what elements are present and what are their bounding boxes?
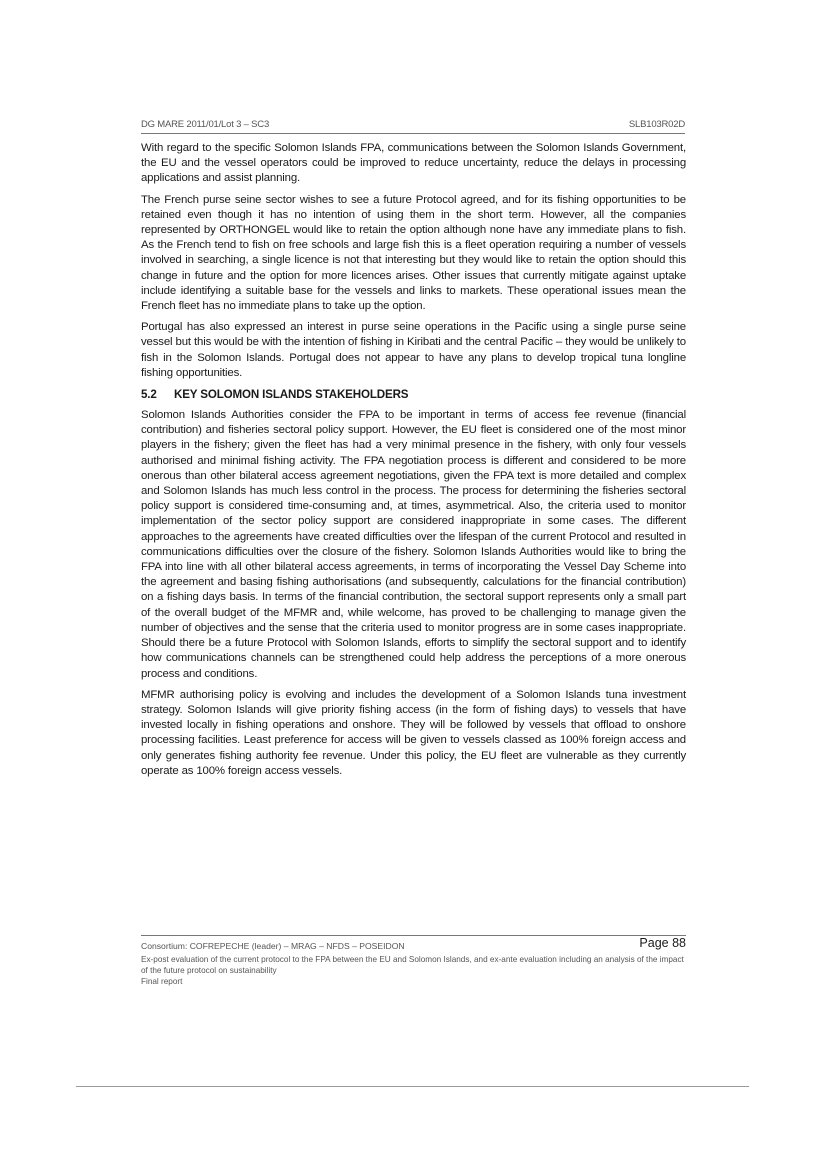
section-heading bbox=[141, 387, 686, 402]
paragraph-portugal: Portugal has also expressed an interest in purse seine operations in the Pacific using a single purse seine vessel but this would be with the intention of fishing in Kiribati and the central Pacific – they would be unlikely to fish in the Solomon Islands. Portugal does not appear to have any plans to develop tropical tuna longline fishing opportunities. bbox=[141, 321, 686, 379]
bottom-divider bbox=[76, 1086, 749, 1087]
paragraph-communications: With regard to the specific Solomon Islands FPA, communications between the Solomon Islands Government, the EU and the vessel operators could be improved to reduce uncertainty, reduce the delays in processing applications and assist planning. bbox=[141, 142, 686, 185]
page-number: Page 88 bbox=[639, 936, 686, 950]
footer-description: Ex-post evaluation of the current protocol to the FPA between the EU and Solomon Islands, and ex-ante evaluation including an analysis of the impact of the future protocol on sustainability bbox=[141, 955, 684, 975]
header-reference: DG MARE 2011/01/Lot 3 – SC3 bbox=[141, 119, 270, 130]
footer-top-line bbox=[141, 938, 686, 954]
footer-consortium: Consortium: COFREPECHE (leader) – MRAG – NFDS – POSEIDON bbox=[141, 941, 405, 951]
section-title: KEY SOLOMON ISLANDS STAKEHOLDERS bbox=[174, 388, 409, 402]
page-footer bbox=[141, 935, 686, 987]
page-header bbox=[141, 117, 685, 134]
paragraph-french-purse-seine: The French purse seine sector wishes to see a future Protocol agreed, and for its fishing opportunities to be retained even though it has no intention of using them in the short term. However, all the companies represented by ORTHONGEL would like to retain the option although none have any immediate plans to fish. As the French tend to fish on free schools and large fish this is a fleet operation requiring a number of vessels involved in searching, a single licence is not that interesting but they would like to retain the option should this change in future and the option for more licences arises. Other issues that currently mitigate against uptake include identifying a suitable base for the vessels and links to markets. These operational issues mean the French fleet has no immediate plans to take up the option. bbox=[141, 193, 686, 313]
paragraph-authorities: Solomon Islands Authorities consider the FPA to be important in terms of access fee revenue (financial contribution) and fisheries sectoral policy support. However, the EU fleet is considered one of the most minor players in the fishery; given the fleet has had a very minimal presence in the fishery, with only four vessels authorised and minimal fishing activity. The FPA negotiation process is different and considered to be more onerous than other bilateral access agreement negotiations, given the FPA text is more detailed and complex and Solomon Islands has much less control in the process. The process for determining the fisheries sectoral policy support is considered time-consuming and, at times, asymmetrical. Also, the criteria used to monitor implementation of the sector policy support are considered inappropriate in some cases. The different approaches to the agreements have created difficulties over the lifespan of the current Protocol and resulted in communications difficulties over the closure of the fishery. Solomon Islands Authorities would like to bring the FPA into line with all other bilateral access agreements, in terms of incorporating the Vessel Day Scheme into the agreement and basing fishing authorisations (and subsequently, calculations for the financial contribution) on a fishing days basis. In terms of the financial contribution, the sectoral support represents only a small part of the overall budget of the MFMR and, while welcome, has proved to be challenging to manage given the number of objectives and the sense that the criteria used to monitor progress are in some cases inappropriate. Should there be a future Protocol with Solomon Islands, efforts to simplify the sectoral support and to identify how communications channels can be strengthened could help address the perceptions of a more onerous process and conditions. bbox=[141, 409, 686, 680]
section-number: 5.2 bbox=[141, 388, 157, 402]
footer-final-report: Final report bbox=[141, 977, 183, 986]
header-document-code: SLB103R02D bbox=[628, 119, 685, 130]
paragraph-mfmr-policy: MFMR authorising policy is evolving and includes the development of a Solomon Islands tuna investment strategy. Solomon Islands will give priority fishing access (in the form of fishing days) to vessels that have invested locally in fishing operations and onshore. They will be followed by vessels that offload to onshore processing facilities. Least preference for access will be given to vessels classed as 100% foreign access and only generates fishing authority fee revenue. Under this policy, the EU fleet are vulnerable as they currently operate as 100% foreign access vessels. bbox=[141, 688, 686, 777]
page-body bbox=[141, 141, 686, 785]
